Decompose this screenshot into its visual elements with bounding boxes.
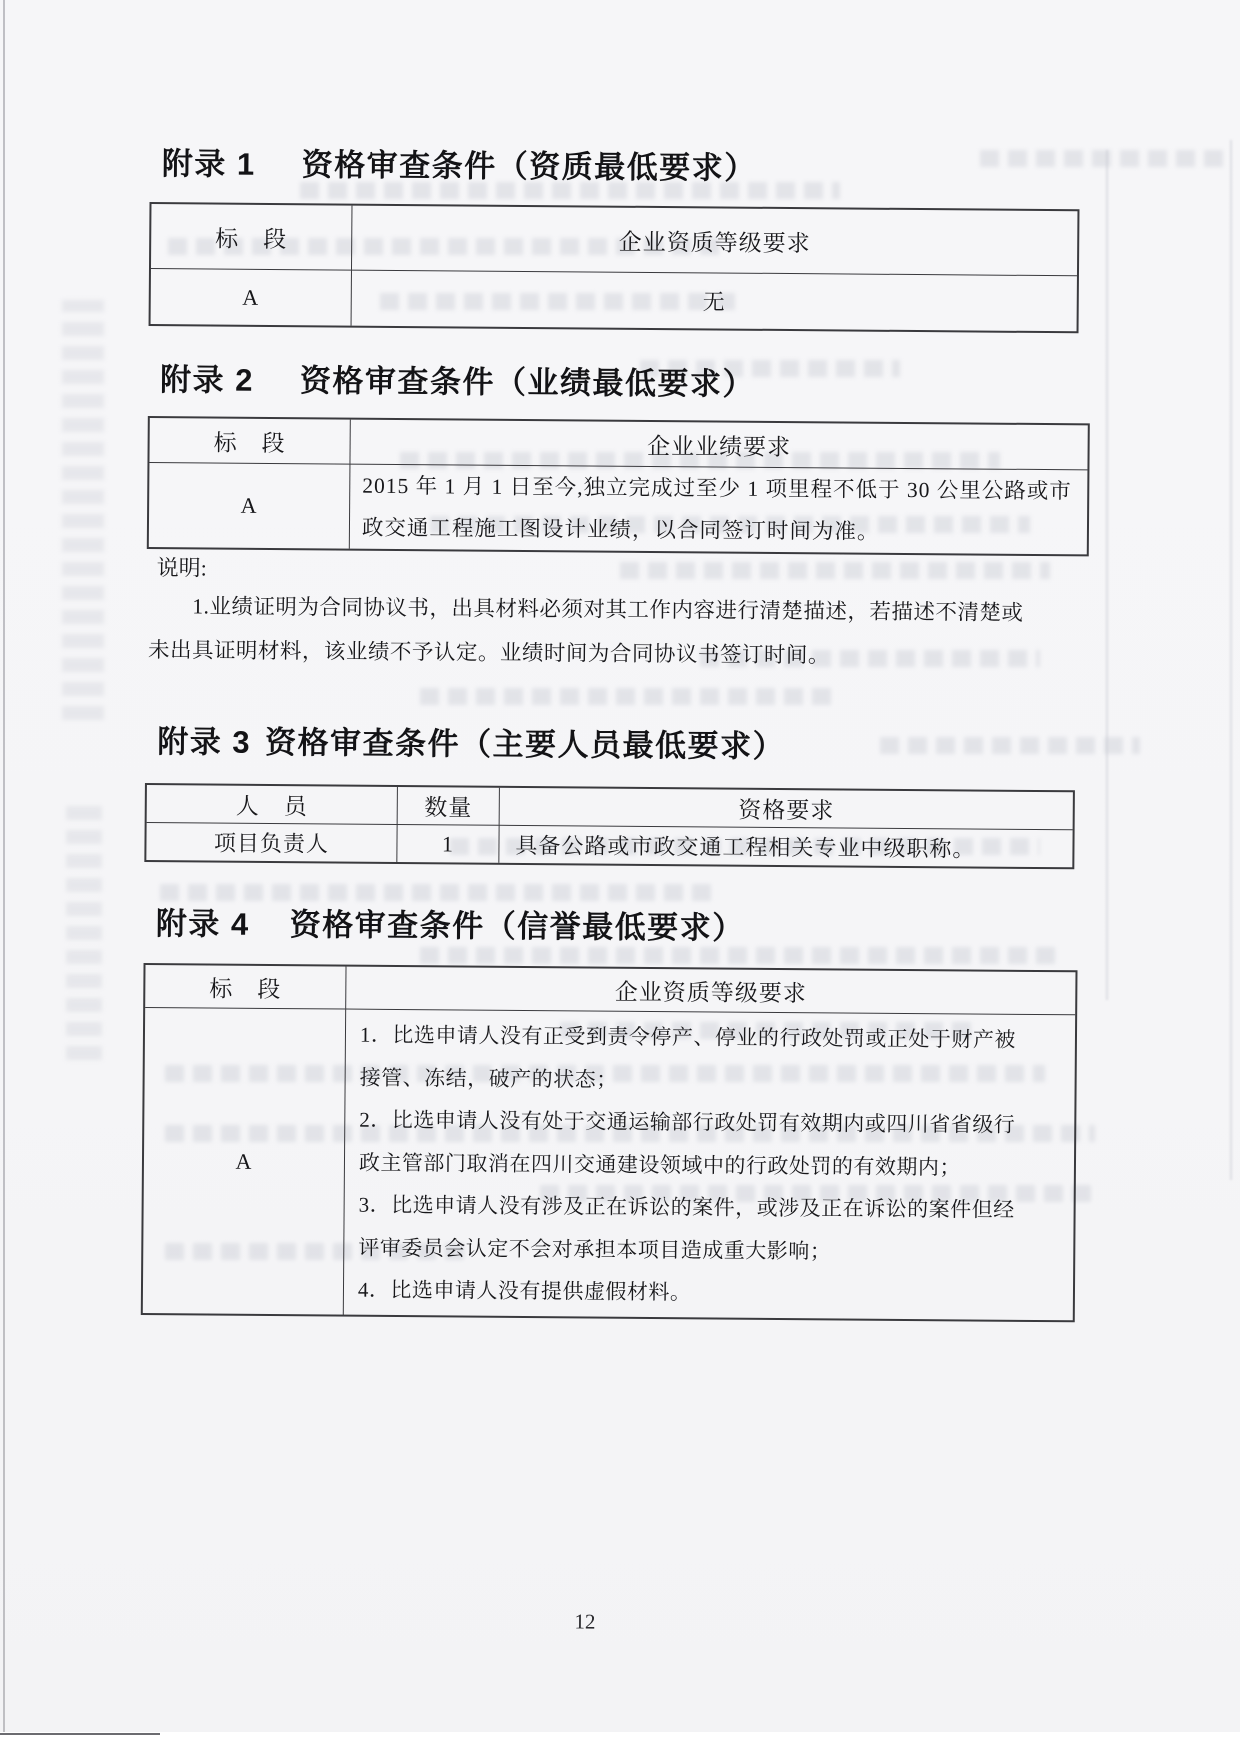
appendix2-col-section-header: 标 段 (213, 430, 286, 456)
appendix3-col-person-header: 人 员 (235, 793, 308, 820)
appendix4-requirement-item: 1．比选申请人没有正受到责令停产、停业的行政处罚或正处于财产被接管、冻结，破产的状态； (359, 1022, 1017, 1092)
appendix3-table (144, 783, 1075, 869)
appendix4-heading-title: 资格审查条件（信誉最低要求） (289, 907, 745, 946)
appendix4-requirement-item: 2．比选申请人没有处于交通运输部行政处罚有效期内或四川省省级行政主管部门取消在四川交通建设领域中的行政处罚的有效期内； (358, 1107, 1016, 1179)
appendix4-requirement-item: 4．比选申请人没有提供虚假材料。 (357, 1277, 692, 1305)
appendix3-heading-number: 附录 3 (157, 724, 252, 760)
appendix4-requirement-list (358, 1010, 1020, 1321)
appendix2-row-requirement-cell (349, 464, 1088, 555)
appendix2-heading (160, 354, 755, 404)
appendix2-note: 1.业绩证明为合同协议书，出具材料必须对其工作内容进行清楚描述，若描述不清楚或未出具证明材料，该业绩不予认定。业绩时间为合同协议书签订时间。 (147, 594, 1024, 668)
appendix1-row-section: A (151, 268, 351, 326)
appendix3-heading (157, 716, 785, 766)
appendix3-row-count: 1 (396, 824, 498, 863)
appendix4-heading (156, 898, 745, 948)
appendix2-row-requirement: 2015 年 1 月 1 日至今,独立完成过至少 1 项里程不低于 30 公里公路或市政交通工程施工图设计业绩，以合同签订时间为准。 (361, 473, 1072, 544)
appendix4-table (141, 963, 1078, 1322)
page-number: 12 (574, 1609, 596, 1634)
scan-edge-bottom (0, 1733, 160, 1735)
appendix2-table (147, 416, 1090, 556)
appendix4-row-section: A (143, 1007, 345, 1315)
appendix4-col-section-header: 标 段 (209, 975, 282, 1002)
appendix3-heading-title: 资格审查条件（主要人员最低要求） (264, 724, 786, 765)
appendix1-table (149, 202, 1080, 333)
appendix2-heading-title: 资格审查条件（业绩最低要求） (299, 363, 756, 402)
appendix2-heading-number: 附录 2 (159, 362, 255, 398)
appendix2-row-section: A (149, 462, 350, 549)
appendix1-col-section-header: 标 段 (215, 226, 288, 252)
appendix4-heading-number: 附录 4 (155, 906, 250, 942)
appendix1-row-requirement: 无 (351, 270, 1077, 332)
appendix4-row-requirement-cell (343, 1009, 1075, 1321)
appendix3-col-count-header: 数量 (397, 787, 499, 825)
appendix4-requirement-item: 3．比选申请人没有涉及正在诉讼的案件，或涉及正在诉讼的案件但经评审委员会认定不会对承担本项目造成重大影响； (358, 1192, 1015, 1263)
appendix1-heading-title: 资格审查条件（资质最低要求） (301, 147, 757, 186)
appendix1-heading-number: 附录 1 (161, 146, 256, 182)
appendix3-col-requirement-header: 资格要求 (499, 788, 1073, 830)
appendix1-col-requirement-header: 企业资质等级要求 (351, 206, 1077, 276)
appendix1-heading (162, 138, 757, 188)
appendix2-notes-label: 说明: (156, 555, 207, 581)
appendix2-col-requirement-header: 企业业绩要求 (349, 420, 1087, 470)
appendix3-row-requirement: 具备公路或市政交通工程相关专业中级职称。 (498, 825, 1072, 868)
appendix3-row-person: 项目负责人 (146, 822, 396, 862)
appendix4-col-requirement-header: 企业资质等级要求 (345, 967, 1075, 1015)
